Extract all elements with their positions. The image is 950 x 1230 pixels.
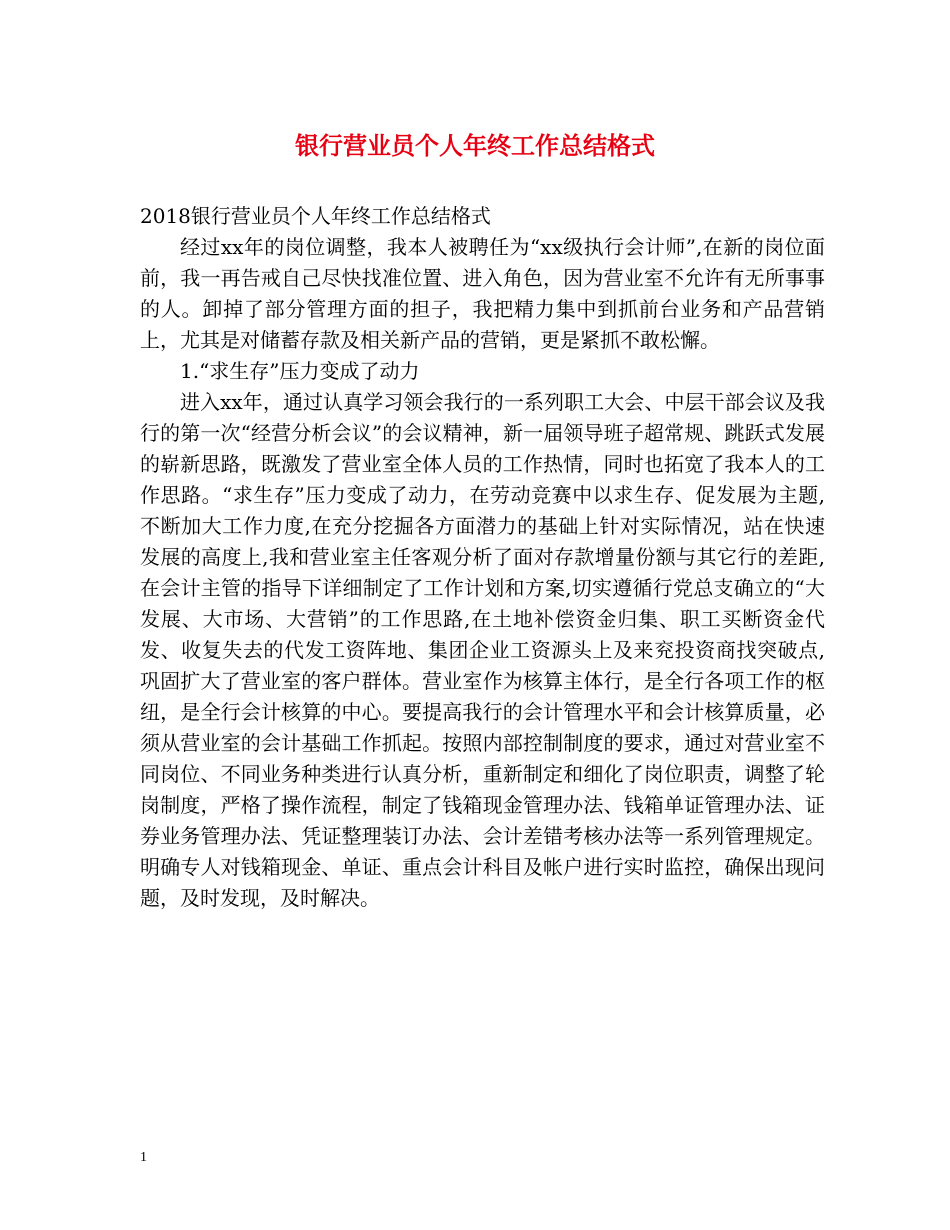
document-title: 银行营业员个人年终工作总结格式	[295, 131, 655, 160]
document-body	[140, 201, 825, 914]
page-number: 1	[140, 1150, 147, 1165]
section-paragraph: 进入xx年，通过认真学习领会我行的一系列职工大会、中层干部会议及我行的第一次“经营分析会议”的会议精神，新一届领导班子超常规、跳跃式发展的崭新思路，既激发了营业室全体人员的工作热情，同时也拓宽了我本人的工作思路。“求生存”压力变成了动力，在劳动竞赛中以求生存、促发展为主题,不断加大工作力度,在充分挖掘各方面潜力的基础上针对实际情况，站在快速发展的高度上,我和营业室主任客观分析了面对存款增量份额与其它行的差距,在会计主管的指导下详细制定了工作计划和方案,切实遵循行党总支确立的“大发展、大市场、大营销”的工作思路,在土地补偿资金归集、职工买断资金代发、收复失去的代发工资阵地、集团企业工资源头上及来兖投资商找突破点,巩固扩大了营业室的客户群体。营业室作为核算主体行，是全行各项工作的枢纽，是全行会计核算的中心。要提高我行的会计管理水平和会计核算质量，必须从营业室的会计基础工作抓起。按照内部控制制度的要求，通过对营业室不同岗位、不同业务种类进行认真分析，重新制定和细化了岗位职责，调整了轮岗制度，严格了操作流程，制定了钱箱现金管理办法、钱箱单证管理办法、证券业务管理办法、凭证整理装订办法、会计差错考核办法等一系列管理规定。明确专人对钱箱现金、单证、重点会计科目及帐户进行实时监控，确保出现问题，及时发现，及时解决。	[140, 390, 825, 910]
section-heading: 1.“求生存”压力变成了动力	[180, 359, 420, 383]
subtitle-paragraph: 2018银行营业员个人年终工作总结格式	[140, 204, 491, 228]
intro-paragraph: 经过xx年的岗位调整，我本人被聘任为“xx级执行会计师”,在新的岗位面前，我一再告戒自己尽快找准位置、进入角色，因为营业室不允许有无所事事的人。卸掉了部分管理方面的担子，我把精力集中到抓前台业务和产品营销上，尤其是对储蓄存款及相关新产品的营销，更是紧抓不敢松懈。	[140, 235, 825, 352]
